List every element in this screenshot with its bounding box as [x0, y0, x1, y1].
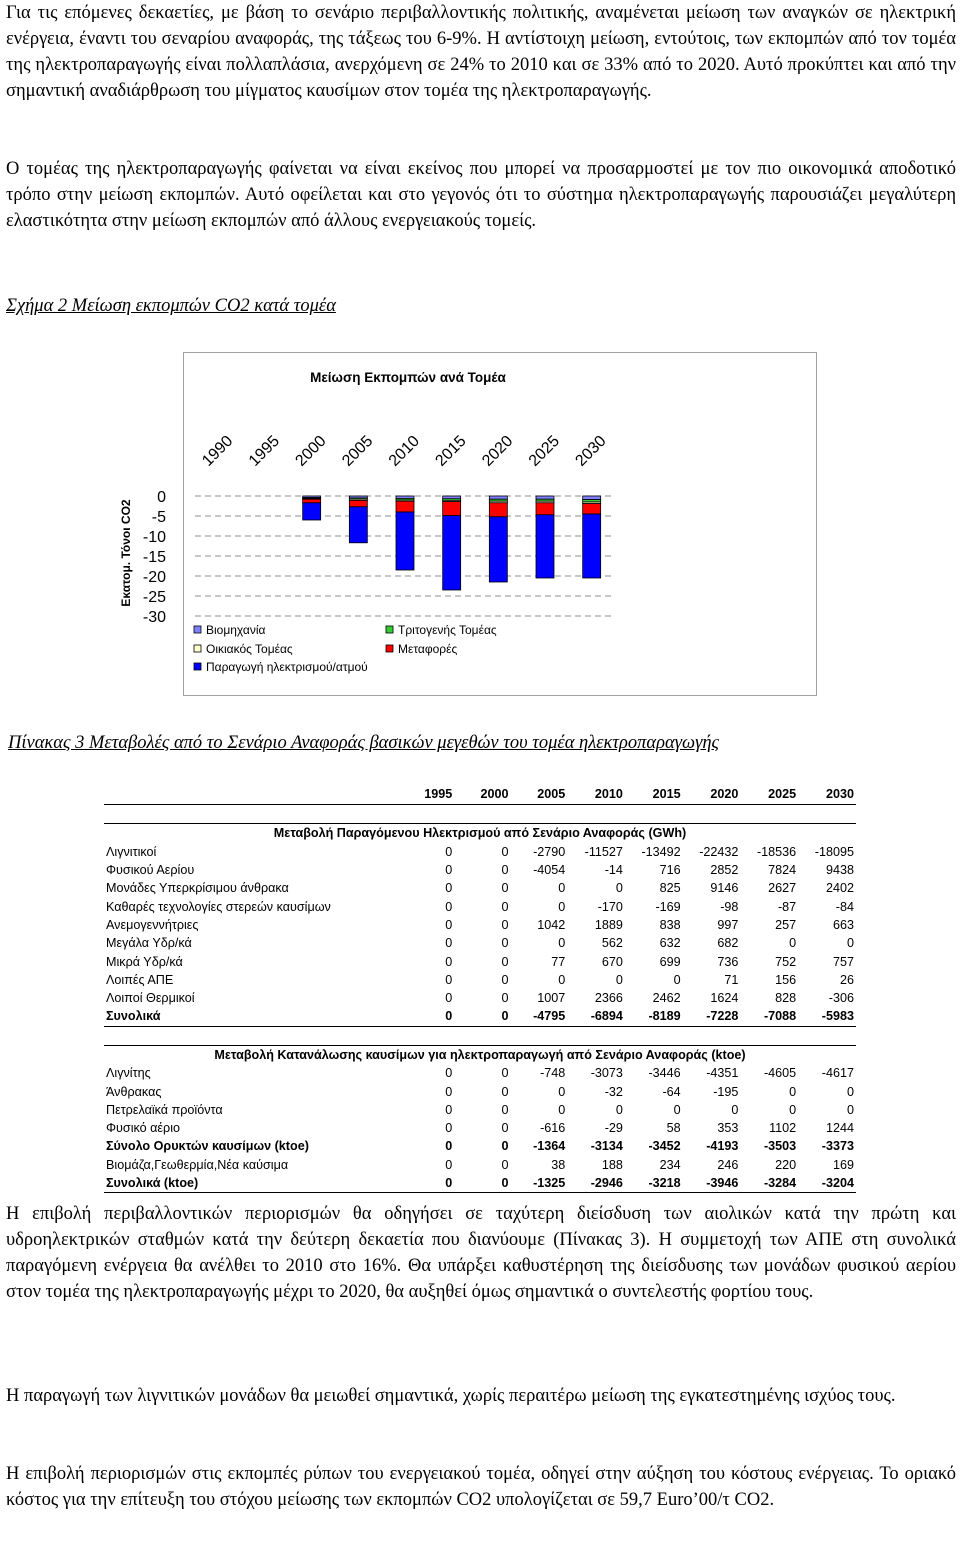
row-label: Λοιποί Θερμικοί — [106, 991, 195, 1006]
legend-label: Βιομηχανία — [206, 623, 266, 637]
x-tick-label: 2020 — [479, 432, 517, 470]
value-cell: 0 — [615, 972, 623, 987]
x-tick-label: 2030 — [572, 432, 610, 470]
year-header: 2025 — [740, 784, 798, 805]
bar-segment — [536, 496, 554, 499]
year-header: 2015 — [625, 784, 683, 805]
row-label: Πετρελαϊκά προϊόντα — [106, 1102, 223, 1117]
value-cell: -616 — [540, 1121, 566, 1136]
value-cell: -32 — [604, 1084, 623, 1099]
table-row — [104, 879, 856, 897]
value-cell: 0 — [789, 1102, 797, 1117]
spacer — [104, 1026, 856, 1045]
value-cell: 58 — [666, 1121, 681, 1136]
value-cell: 0 — [445, 1102, 453, 1117]
value-cell: 0 — [673, 972, 681, 987]
table-spacer — [104, 1026, 856, 1045]
value-cell: 0 — [398, 1007, 454, 1026]
value-cell: -3073 — [590, 1066, 623, 1081]
value-cell: 0 — [615, 1102, 623, 1117]
value-cell: 0 — [501, 936, 509, 951]
value-cell: -3284 — [740, 1174, 798, 1193]
y-axis-label: Εκατομ. Τόνοι CO2 — [119, 499, 133, 607]
value-cell: -1325 — [510, 1174, 567, 1193]
x-tick-label: 2015 — [432, 432, 470, 470]
value-cell: 0 — [501, 991, 509, 1006]
bar-segment — [489, 496, 507, 499]
table-row — [104, 1137, 856, 1155]
chart-canvas — [119, 353, 742, 695]
table-header-row — [104, 784, 856, 805]
table-row — [104, 1119, 856, 1137]
value-cell: -18536 — [756, 844, 797, 859]
table-caption: Πίνακας 3 Μεταβολές από το Σενάριο Αναφοράς βασικών μεγεθών του τομέα ηλεκτροπαραγωγής — [8, 733, 720, 753]
value-cell: 0 — [445, 863, 453, 878]
value-cell: -5983 — [798, 1007, 856, 1026]
value-cell: 0 — [501, 1157, 509, 1172]
value-cell: -11527 — [584, 844, 623, 859]
value-cell: -64 — [662, 1084, 681, 1099]
value-cell: 0 — [501, 1139, 509, 1154]
value-cell: 0 — [558, 899, 566, 914]
bar-segment — [443, 516, 461, 590]
row-label: Λοιπές ΑΠΕ — [106, 972, 174, 987]
row-label: Συνολικά — [104, 1007, 398, 1026]
value-cell: 220 — [775, 1157, 797, 1172]
section-title: Μεταβολή Κατανάλωσης καυσίμων για ηλεκτροπαραγωγή από Σενάριο Αναφοράς (ktoe) — [104, 1045, 856, 1064]
value-cell: 670 — [601, 954, 623, 969]
value-cell: -18095 — [814, 844, 854, 859]
table-row — [104, 916, 856, 934]
year-header: 2000 — [454, 784, 510, 805]
table-section-title — [104, 1045, 856, 1064]
value-cell: 1042 — [537, 917, 566, 932]
year-header: 1995 — [398, 784, 454, 805]
value-cell: -13492 — [641, 844, 681, 859]
value-cell: 0 — [789, 1084, 797, 1099]
value-cell: -7088 — [740, 1007, 798, 1026]
bar-segment — [396, 512, 414, 570]
bar-segment — [489, 503, 507, 517]
value-cell: 699 — [659, 954, 681, 969]
bar-segment — [489, 517, 507, 582]
value-cell: -2946 — [567, 1174, 625, 1193]
value-cell: 0 — [558, 972, 566, 987]
value-cell: 0 — [445, 972, 453, 987]
value-cell: 169 — [832, 1157, 854, 1172]
value-cell: 562 — [601, 936, 623, 951]
value-cell: 0 — [501, 1121, 509, 1136]
year-header: 2005 — [510, 784, 567, 805]
value-cell: 234 — [659, 1157, 681, 1172]
value-cell: 246 — [717, 1157, 739, 1172]
value-cell: 2402 — [825, 881, 854, 896]
value-cell: 716 — [659, 863, 681, 878]
value-cell: -169 — [655, 899, 681, 914]
table-row — [104, 1082, 856, 1100]
x-tick-label: 2000 — [292, 432, 330, 470]
value-cell: 828 — [775, 991, 797, 1006]
y-tick-label: -20 — [142, 569, 166, 586]
value-cell: -3373 — [821, 1139, 854, 1154]
value-cell: 0 — [445, 844, 453, 859]
value-cell: -3946 — [683, 1174, 741, 1193]
value-cell: 0 — [445, 954, 453, 969]
row-label: Σύνολο Ορυκτών καυσίμων (ktoe) — [106, 1139, 309, 1154]
value-cell: 0 — [789, 936, 797, 951]
value-cell: -170 — [597, 899, 623, 914]
value-cell: 0 — [501, 954, 509, 969]
value-cell: 0 — [501, 899, 509, 914]
row-label: Φυσικό αέριο — [106, 1121, 181, 1136]
value-cell: 752 — [775, 954, 797, 969]
y-tick-label: -25 — [142, 589, 166, 606]
value-cell: 0 — [501, 863, 509, 878]
table-row — [104, 1174, 856, 1193]
value-cell: -7228 — [683, 1007, 741, 1026]
value-cell: 838 — [659, 917, 681, 932]
value-cell: 682 — [717, 936, 739, 951]
section-title: Μεταβολή Παραγόμενου Ηλεκτρισμού από Σενάριο Αναφοράς (GWh) — [104, 824, 856, 843]
chart-title: Μείωση Εκπομπών ανά Τομέα — [310, 370, 506, 385]
value-cell: 1889 — [594, 917, 623, 932]
value-cell: 26 — [839, 972, 854, 987]
value-cell: 7824 — [768, 863, 797, 878]
table-row — [104, 989, 856, 1007]
bar-segment — [536, 515, 554, 578]
value-cell: -195 — [713, 1084, 739, 1099]
table-row — [104, 843, 856, 861]
bar-segment — [443, 502, 461, 516]
value-cell: 0 — [501, 1066, 509, 1081]
legend-swatch — [194, 645, 201, 652]
legend-label: Τριτογενής Τομέας — [398, 623, 497, 637]
value-cell: 2627 — [768, 881, 797, 896]
bar-segment — [583, 504, 601, 514]
x-tick-label: 2005 — [339, 432, 377, 470]
spacer — [104, 805, 856, 824]
value-cell: 9146 — [710, 881, 739, 896]
bar-segment — [349, 500, 367, 506]
value-cell: 0 — [445, 1157, 453, 1172]
value-cell: -22432 — [699, 844, 739, 859]
table-row — [104, 1101, 856, 1119]
legend-swatch — [386, 645, 393, 652]
table-row — [104, 861, 856, 879]
value-cell: 0 — [445, 1066, 453, 1081]
row-label: Άνθρακας — [106, 1084, 162, 1099]
value-cell: 0 — [445, 991, 453, 1006]
value-cell: 0 — [501, 844, 509, 859]
value-cell: 38 — [551, 1157, 566, 1172]
value-cell: -4054 — [533, 863, 566, 878]
y-tick-label: -5 — [151, 509, 166, 526]
value-cell: 736 — [717, 954, 739, 969]
value-cell: 0 — [731, 1102, 739, 1117]
value-cell: 0 — [398, 1174, 454, 1193]
paragraph-intro: Για τις επόμενες δεκαετίες, με βάση το σενάριο περιβαλλοντικής πολιτικής, αναμένεται μείωση των αναγκών σε ηλεκτρική ενέργεια, έναντι του σεναρίου αναφοράς, της τάξεως του 6-9%. Η αντίστοιχη μείωση, εντούτοις, των εκπομπών από τον τομέα της ηλεκτροπαραγωγής είναι πολλαπλάσια, ανερχόμενη σε 24% το 2010 και σε 33% από το 2020. Αυτό προκύπτει και από την σημαντική αναδιάρθρωση του μίγματος καυσίμων στον τομέα της ηλεκτροπαραγωγής. — [6, 3, 956, 101]
table-section-title — [104, 824, 856, 843]
value-cell: 0 — [615, 881, 623, 896]
value-cell: -306 — [828, 991, 854, 1006]
table-row — [104, 971, 856, 989]
value-cell: 632 — [659, 936, 681, 951]
row-label: Βιομάζα,Γεωθερμία,Νέα καύσιμα — [106, 1157, 289, 1172]
value-cell: 0 — [445, 1139, 453, 1154]
value-cell: 1102 — [769, 1121, 797, 1136]
value-cell: 0 — [501, 1084, 509, 1099]
year-header: 2030 — [798, 784, 856, 805]
value-cell: -4605 — [763, 1066, 797, 1081]
value-cell: -29 — [604, 1121, 623, 1136]
y-tick-label: -30 — [142, 609, 166, 626]
table-row — [104, 1064, 856, 1082]
value-cell: 2366 — [594, 991, 623, 1006]
value-cell: -1364 — [533, 1139, 566, 1154]
value-cell: 0 — [501, 917, 509, 932]
value-cell: 0 — [558, 936, 566, 951]
x-tick-label: 2025 — [525, 432, 563, 470]
value-cell: 0 — [445, 917, 453, 932]
value-cell: 0 — [454, 1174, 510, 1193]
bar-segment — [396, 501, 414, 512]
y-tick-label: -15 — [142, 549, 166, 566]
value-cell: 9438 — [825, 863, 854, 878]
row-label: Συνολικά (ktoe) — [104, 1174, 398, 1193]
y-tick-label: 0 — [157, 489, 166, 506]
value-cell: -8189 — [625, 1007, 683, 1026]
value-cell: 757 — [832, 954, 854, 969]
row-label: Φυσικού Αερίου — [106, 863, 195, 878]
value-cell: 825 — [659, 881, 681, 896]
year-header: 2010 — [567, 784, 625, 805]
value-cell: 257 — [775, 917, 797, 932]
value-cell: 663 — [832, 917, 854, 932]
value-cell: 0 — [558, 1084, 566, 1099]
value-cell: 156 — [775, 972, 797, 987]
value-cell: 0 — [445, 936, 453, 951]
row-label: Λιγνίτης — [106, 1066, 151, 1081]
value-cell: 0 — [846, 1084, 854, 1099]
value-cell: -3503 — [763, 1139, 797, 1154]
legend-swatch — [194, 663, 201, 670]
value-cell: -748 — [540, 1066, 566, 1081]
legend-swatch — [386, 626, 393, 633]
value-cell: 0 — [454, 1007, 510, 1026]
row-label: Καθαρές τεχνολογίες στερεών καυσίμων — [106, 899, 331, 914]
figure-caption: Σχήμα 2 Μείωση εκπομπών CO2 κατά τομέα — [6, 296, 336, 316]
value-cell: -6894 — [567, 1007, 625, 1026]
row-label: Μονάδες Υπερκρίσιμου άνθρακα — [106, 881, 289, 896]
value-cell: -3452 — [648, 1139, 681, 1154]
value-cell: -3134 — [590, 1139, 623, 1154]
chart-content — [119, 370, 615, 674]
value-cell: 0 — [673, 1102, 681, 1117]
value-cell: -98 — [720, 899, 739, 914]
value-cell: -4617 — [821, 1066, 854, 1081]
header-blank — [104, 784, 398, 805]
value-cell: 0 — [558, 1102, 566, 1117]
value-cell: 2462 — [652, 991, 681, 1006]
bar-segment — [303, 503, 321, 520]
x-tick-label: 1990 — [199, 432, 237, 470]
value-cell: -84 — [835, 899, 854, 914]
value-cell: -87 — [777, 899, 797, 914]
y-tick-label: -10 — [142, 529, 166, 546]
table-row — [104, 952, 856, 970]
bar-segment — [349, 507, 367, 543]
value-cell: 0 — [445, 1121, 453, 1136]
value-cell: 77 — [551, 954, 566, 969]
row-label: Μικρά Υδρ/κά — [106, 954, 183, 969]
bar-segment — [583, 514, 601, 578]
value-cell: -4351 — [706, 1066, 739, 1081]
value-cell: 188 — [601, 1157, 623, 1172]
value-cell: -4193 — [706, 1139, 739, 1154]
paragraph-constraints: Η επιβολή περιβαλλοντικών περιορισμών θα οδηγήσει σε ταχύτερη διείσδυση των αιολικών κατά την πρώτη και υδροηλεκτρικών σταθμών κατά την δεύτερη δεκαετία που διανύουμε (Πίνακας 3). Η συμμετοχή των ΑΠΕ στη συνολικά παραγόμενη ενέργεια θα ανέλθει το 2010 στο 16%. Θα υπάρξει καθυστέρηση της διείσδυσης των μονάδων φυσικού αερίου στον τομέα της ηλεκτροπαραγωγής μέχρι το 2020, θα αυξηθεί όμως σημαντικά ο συντελεστής φορτίου τους. — [6, 1204, 956, 1302]
paragraph-electricity-sector: Ο τομέας της ηλεκτροπαραγωγής φαίνεται να είναι εκείνος που μπορεί να προσαρμοστεί με τον πιο οικονομικά αποδοτικό τρόπο στην μείωση εκπομπών. Αυτό οφείλεται και στο γεγονός ότι το σύστημα ηλεκτροπαραγωγής παρουσιάζει μεγαλύτερη ελαστικότητα στην μείωση εκπομπών από άλλους ενεργειακούς τομείς. — [6, 159, 956, 231]
value-cell: 0 — [846, 936, 854, 951]
value-cell: -3218 — [625, 1174, 683, 1193]
x-tick-label: 2010 — [385, 432, 423, 470]
table-spacer — [104, 805, 856, 824]
bar-segment — [443, 496, 461, 499]
year-header: 2020 — [683, 784, 741, 805]
row-label: Ανεμογεννήτριες — [106, 917, 199, 932]
table-row — [104, 1007, 856, 1026]
value-cell: -14 — [604, 863, 623, 878]
row-label: Μεγάλα Υδρ/κά — [106, 936, 192, 951]
value-cell: 71 — [724, 972, 739, 987]
value-cell: 1244 — [825, 1121, 854, 1136]
value-cell: -3446 — [648, 1066, 681, 1081]
value-cell: 1624 — [710, 991, 739, 1006]
legend-label: Μεταφορές — [398, 642, 458, 656]
value-cell: 997 — [717, 917, 739, 932]
bar-segment — [536, 503, 554, 515]
value-cell: -2790 — [533, 844, 566, 859]
legend-label: Οικιακός Τομέας — [206, 642, 293, 656]
table-row — [104, 934, 856, 952]
table-row — [104, 897, 856, 915]
legend-swatch — [194, 626, 201, 633]
row-label: Λιγνιτικοί — [106, 844, 157, 859]
legend-label: Παραγωγή ηλεκτρισμού/ατμού — [206, 660, 368, 674]
electricity-changes-table — [104, 784, 856, 1193]
bar-segment — [303, 499, 321, 503]
value-cell: 0 — [501, 881, 509, 896]
value-cell: 0 — [445, 881, 453, 896]
value-cell: 0 — [558, 881, 566, 896]
paragraph-cost: Η επιβολή περιορισμών στις εκπομπές ρύπων του ενεργειακού τομέα, οδηγεί στην αύξηση του κόστους ενέργειας. Το οριακό κόστος για την επίτευξη του στόχου μείωσης των εκπομπών CO2 υπολογίζεται σε 59,7 Euro’00/τ CO2. — [6, 1464, 956, 1510]
value-cell: 353 — [717, 1121, 739, 1136]
value-cell: 2852 — [710, 863, 739, 878]
value-cell: 0 — [501, 1102, 509, 1117]
x-tick-label: 1995 — [245, 432, 283, 470]
paragraph-lignite: Η παραγωγή των λιγνιτικών μονάδων θα μειωθεί σημαντικά, χωρίς περαιτέρω μείωση της εγκατεστημένης ισχύος τους. — [6, 1386, 896, 1406]
value-cell: 0 — [445, 899, 453, 914]
value-cell: 1007 — [537, 991, 566, 1006]
table-row — [104, 1156, 856, 1174]
emissions-reduction-chart — [119, 352, 817, 696]
value-cell: -3204 — [798, 1174, 856, 1193]
value-cell: 0 — [501, 972, 509, 987]
value-cell: 0 — [846, 1102, 854, 1117]
value-cell: -4795 — [510, 1007, 567, 1026]
value-cell: 0 — [445, 1084, 453, 1099]
bar-segment — [583, 496, 601, 500]
